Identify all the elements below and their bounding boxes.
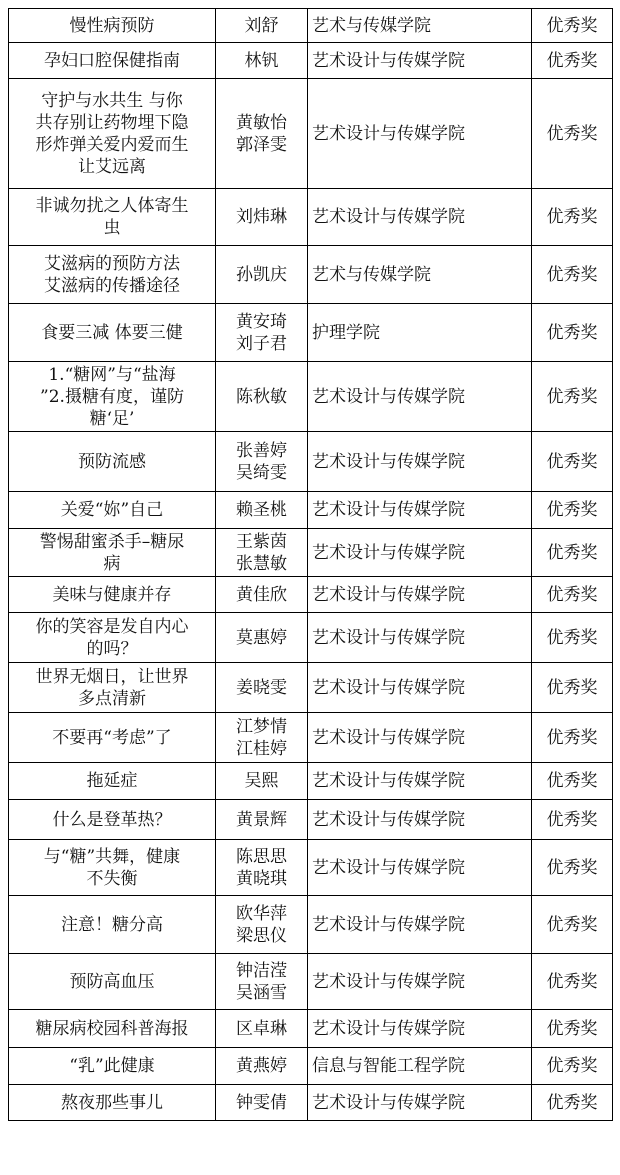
work-title-line: 病: [103, 553, 121, 574]
work-title-cell: [9, 43, 216, 79]
table-row: [9, 800, 613, 840]
table-row: [9, 246, 613, 304]
table-row: [9, 954, 613, 1010]
award-cell: 优秀奖: [532, 840, 613, 896]
award-cell: 优秀奖: [532, 1085, 613, 1121]
author-cell: 吴熙: [216, 763, 308, 800]
award-cell: 优秀奖: [532, 1010, 613, 1048]
college-cell: 艺术设计与传媒学院: [308, 362, 532, 432]
work-title-line: 食要三减 体要三健: [41, 322, 183, 343]
table-row: [9, 613, 613, 663]
table-row: [9, 577, 613, 613]
award-cell: 优秀奖: [532, 800, 613, 840]
work-title-line: “乳”此健康: [69, 1056, 155, 1076]
author-cell: 黄安琦 刘子君: [216, 304, 308, 362]
work-title-line: 与“糖”共舞，健康: [43, 846, 181, 867]
work-title-line: 虫: [103, 218, 121, 238]
college-cell: 艺术设计与传媒学院: [308, 1085, 532, 1121]
college-cell: 艺术设计与传媒学院: [308, 840, 532, 896]
table-row: [9, 529, 613, 577]
college-cell: 护理学院: [308, 304, 532, 362]
work-title-cell: [9, 529, 216, 577]
table-row: [9, 189, 613, 246]
author-cell: 陈秋敏: [216, 362, 308, 432]
college-cell: 艺术设计与传媒学院: [308, 529, 532, 577]
award-cell: 优秀奖: [532, 492, 613, 529]
award-cell: 优秀奖: [532, 529, 613, 577]
work-title-cell: [9, 492, 216, 529]
award-cell: 优秀奖: [532, 189, 613, 246]
author-cell: 黄景辉: [216, 800, 308, 840]
award-cell: 优秀奖: [532, 43, 613, 79]
award-cell: 优秀奖: [532, 79, 613, 189]
work-title-line: 艾滋病的预防方法: [44, 253, 180, 274]
table-row: [9, 713, 613, 763]
award-cell: 优秀奖: [532, 432, 613, 492]
college-cell: 艺术设计与传媒学院: [308, 896, 532, 954]
work-title-cell: [9, 9, 216, 43]
award-cell: 优秀奖: [532, 9, 613, 43]
college-cell: 信息与智能工程学院: [308, 1048, 532, 1085]
award-cell: 优秀奖: [532, 896, 613, 954]
table-row: [9, 432, 613, 492]
college-cell: 艺术设计与传媒学院: [308, 954, 532, 1010]
author-cell: 姜晓雯: [216, 663, 308, 713]
work-title-cell: [9, 896, 216, 954]
college-cell: 艺术设计与传媒学院: [308, 79, 532, 189]
table-row: [9, 1048, 613, 1085]
college-cell: 艺术设计与传媒学院: [308, 492, 532, 529]
table-row: [9, 9, 613, 43]
work-title-line: 非诚勿扰之人体寄生: [35, 196, 189, 216]
work-title-line: 共存别让药物埋下隐: [35, 112, 189, 133]
table-row: [9, 1010, 613, 1048]
work-title-cell: [9, 954, 216, 1010]
work-title-cell: [9, 613, 216, 663]
table-row: [9, 43, 613, 79]
college-cell: 艺术与传媒学院: [308, 9, 532, 43]
table-row: [9, 304, 613, 362]
author-cell: 钟洁滢 吴涵雪: [216, 954, 308, 1010]
author-cell: 张善婷 吴绮雯: [216, 432, 308, 492]
award-cell: 优秀奖: [532, 304, 613, 362]
work-title-cell: [9, 362, 216, 432]
work-title-line: 慢性病预防: [69, 15, 155, 36]
table-row: [9, 663, 613, 713]
college-cell: 艺术设计与传媒学院: [308, 432, 532, 492]
work-title-line: 预防流感: [78, 451, 146, 472]
author-cell: 赖圣桃: [216, 492, 308, 529]
work-title-line: 的吗？: [86, 638, 138, 659]
table-row: [9, 492, 613, 529]
work-title-line: 糖尿病校园科普海报: [35, 1018, 189, 1039]
work-title-cell: [9, 432, 216, 492]
college-cell: 艺术设计与传媒学院: [308, 763, 532, 800]
work-title-line: 熬夜那些事儿: [61, 1092, 163, 1113]
work-title-line: 你的笑容是发自内心: [35, 616, 189, 637]
author-cell: 黄燕婷: [216, 1048, 308, 1085]
work-title-cell: [9, 246, 216, 304]
author-cell: 孙凯庆: [216, 246, 308, 304]
table-row: [9, 763, 613, 800]
work-title-line: 形炸弹关爱内爱而生: [35, 134, 189, 155]
author-cell: 刘舒: [216, 9, 308, 43]
work-title-line: 让艾远离: [78, 156, 146, 177]
college-cell: 艺术设计与传媒学院: [308, 713, 532, 763]
college-cell: 艺术与传媒学院: [308, 246, 532, 304]
work-title-line: 多点清新: [78, 688, 146, 709]
table-row: [9, 1085, 613, 1121]
work-title-line: 关爱“妳”自己: [60, 500, 164, 520]
work-title-cell: [9, 663, 216, 713]
work-title-line: 孕妇口腔保健指南: [44, 50, 180, 71]
work-title-line: 守护与水共生 与你: [41, 90, 183, 111]
work-title-line: 1.“糖网”与“盐海: [48, 364, 176, 385]
work-title-line: 美味与健康并存: [52, 584, 172, 605]
author-cell: 刘炜琳: [216, 189, 308, 246]
table-row: [9, 79, 613, 189]
college-cell: 艺术设计与传媒学院: [308, 577, 532, 613]
author-cell: 王紫茵 张慧敏: [216, 529, 308, 577]
award-cell: 优秀奖: [532, 954, 613, 1010]
work-title-line: 什么是登革热？: [52, 809, 172, 830]
award-cell: 优秀奖: [532, 246, 613, 304]
work-title-line: 糖‘足’: [89, 408, 135, 429]
author-cell: 区卓琳: [216, 1010, 308, 1048]
college-cell: 艺术设计与传媒学院: [308, 189, 532, 246]
work-title-cell: [9, 79, 216, 189]
work-title-cell: [9, 304, 216, 362]
college-cell: 艺术设计与传媒学院: [308, 1010, 532, 1048]
author-cell: 黄佳欣: [216, 577, 308, 613]
author-cell: 莫惠婷: [216, 613, 308, 663]
work-title-cell: [9, 713, 216, 763]
author-cell: 钟雯倩: [216, 1085, 308, 1121]
author-cell: 陈思思 黄晓琪: [216, 840, 308, 896]
award-cell: 优秀奖: [532, 362, 613, 432]
author-cell: 欧华萍 梁思仪: [216, 896, 308, 954]
work-title-cell: [9, 1048, 216, 1085]
work-title-cell: [9, 1085, 216, 1121]
author-cell: 黄敏怡 郭泽雯: [216, 79, 308, 189]
award-table-body: [9, 9, 613, 1121]
work-title-line: 预防高血压: [69, 971, 155, 992]
award-table: [8, 8, 613, 1121]
work-title-cell: [9, 763, 216, 800]
work-title-line: 不失衡: [86, 868, 138, 889]
work-title-line: 世界无烟日，让世界: [35, 666, 189, 687]
college-cell: 艺术设计与传媒学院: [308, 663, 532, 713]
work-title-line: ”2.摄糖有度，谨防: [40, 386, 184, 407]
award-cell: 优秀奖: [532, 763, 613, 800]
work-title-cell: [9, 840, 216, 896]
award-cell: 优秀奖: [532, 663, 613, 713]
work-title-cell: [9, 577, 216, 613]
award-cell: 优秀奖: [532, 713, 613, 763]
college-cell: 艺术设计与传媒学院: [308, 800, 532, 840]
award-cell: 优秀奖: [532, 1048, 613, 1085]
award-cell: 优秀奖: [532, 577, 613, 613]
table-row: [9, 840, 613, 896]
work-title-line: 艾滋病的传播途径: [44, 275, 180, 296]
work-title-cell: [9, 800, 216, 840]
table-row: [9, 896, 613, 954]
table-row: [9, 362, 613, 432]
work-title-cell: [9, 1010, 216, 1048]
work-title-line: 不要再“考虑”了: [52, 727, 172, 748]
author-cell: 林钒: [216, 43, 308, 79]
work-title-line: 拖延症: [86, 771, 138, 791]
author-cell: 江梦情 江桂婷: [216, 713, 308, 763]
work-title-line: 注意！糖分高: [61, 914, 163, 935]
college-cell: 艺术设计与传媒学院: [308, 43, 532, 79]
college-cell: 艺术设计与传媒学院: [308, 613, 532, 663]
work-title-cell: [9, 189, 216, 246]
work-title-line: 警惕甜蜜杀手–糖尿: [39, 531, 185, 552]
award-cell: 优秀奖: [532, 613, 613, 663]
